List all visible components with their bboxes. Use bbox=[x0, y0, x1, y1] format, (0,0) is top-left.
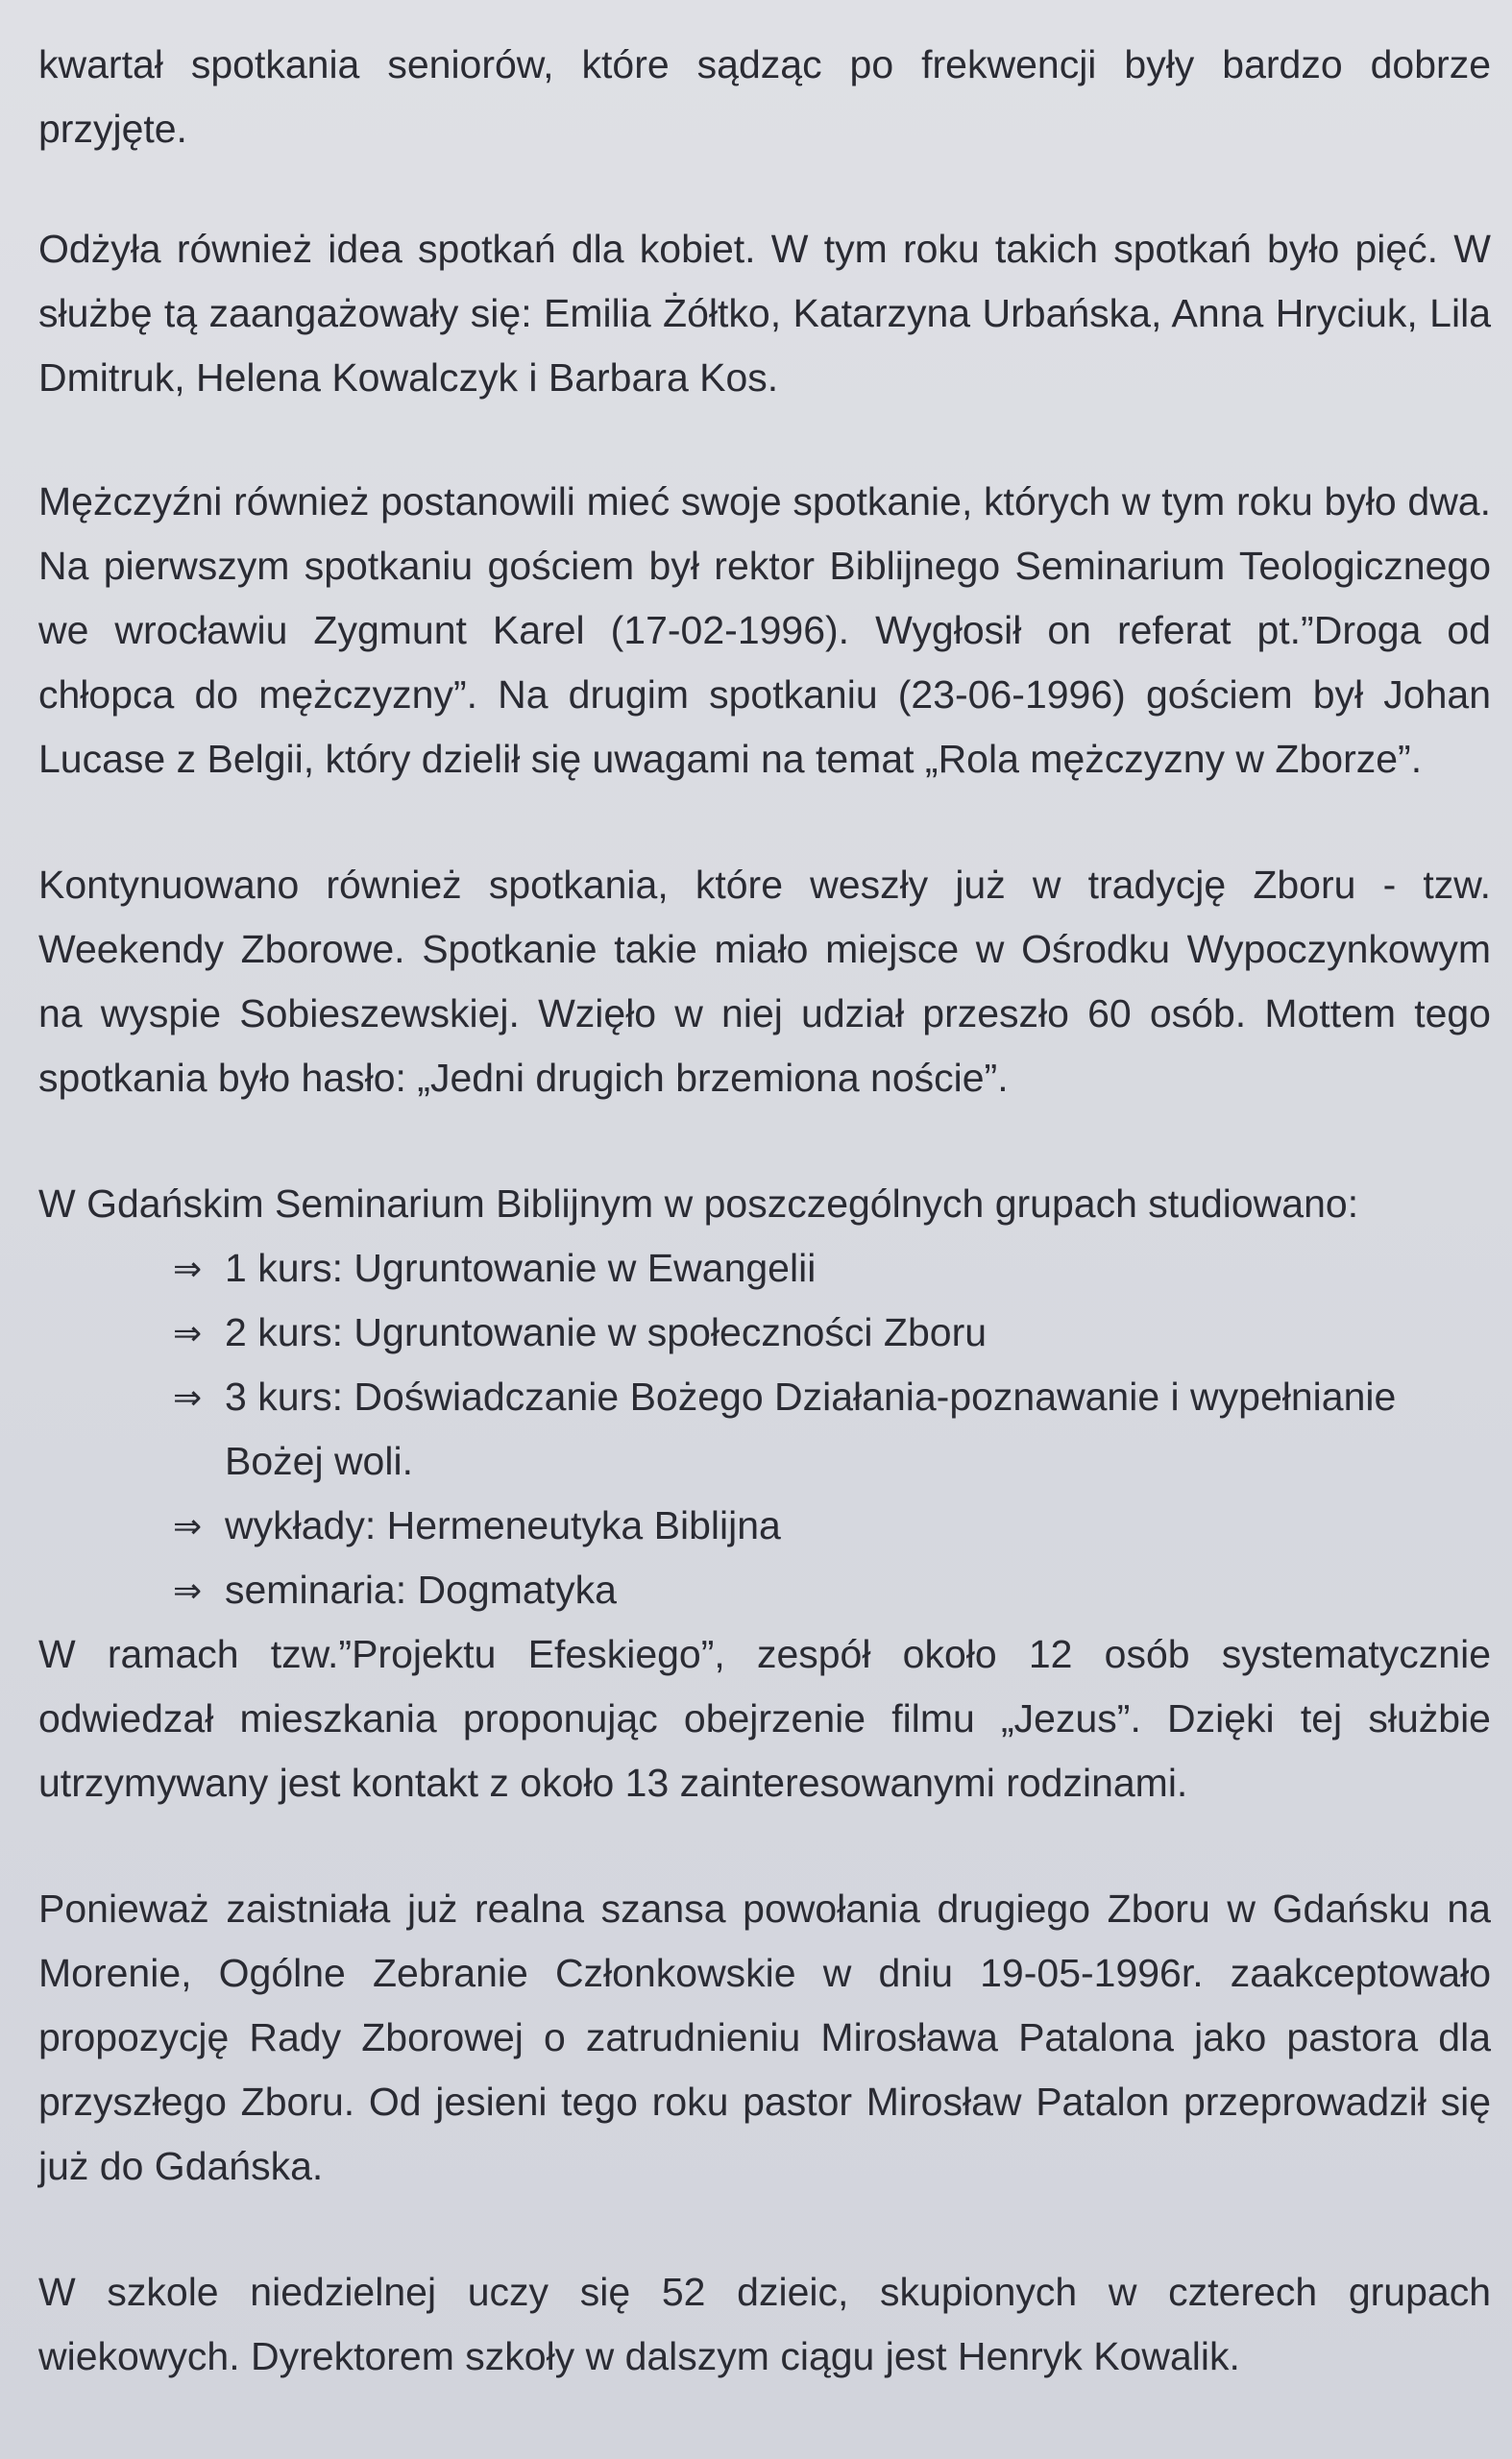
list-item bbox=[173, 1301, 1491, 1365]
paragraph-ephesian-project: W ramach tzw.”Projektu Efeskiego”, zespół około 12 osób systematycznie odwiedzał mieszkania proponując obejrzenie filmu „Jezus”. Dzięki tej służbie utrzymywany jest kontakt z około 13 zainteresowanymi rodzinami. bbox=[38, 1632, 1491, 1805]
paragraph-women-meetings: Odżyła również idea spotkań dla kobiet. W tym roku takich spotkań było pięć. W służbę tą zaangażowały się: Emilia Żółtko, Katarzyna Urbańska, Anna Hryciuk, Lila Dmitruk, Helena Kowalczyk i Barbara Kos. bbox=[38, 227, 1491, 400]
course-label: seminaria: Dogmatyka bbox=[225, 1568, 617, 1612]
course-label: 2 kurs: Ugruntowanie w społeczności Zboru bbox=[225, 1310, 988, 1354]
paragraph-sunday-school: W szkole niedzielnej uczy się 52 dzieic, skupionych w czterech grupach wiekowych. Dyrektorem szkoły w dalszym ciągu jest Henryk Kowalik. bbox=[38, 2270, 1491, 2378]
list-item bbox=[173, 1494, 1491, 1558]
course-list bbox=[38, 1236, 1491, 1622]
paragraph-church-weekends: Kontynuowano również spotkania, które weszły już w tradycję Zboru - tzw. Weekendy Zborowe. Spotkanie takie miało miejsce w Ośrodku Wypoczynkowym na wyspie Sobieszewskiej. Wzięło w niej udział przeszło 60 osób. Mottem tego spotkania było hasło: „Jedni drugich brzemiona noście”. bbox=[38, 863, 1491, 1100]
paragraph-seminary-intro: W Gdańskim Seminarium Biblijnym w poszczególnych grupach studiowano: bbox=[38, 1181, 1359, 1226]
paragraph-men-meetings: Mężczyźni również postanowili mieć swoje spotkanie, których w tym roku było dwa. Na pierwszym spotkaniu gościem był rektor Biblijnego Seminarium Teologicznego we wrocławiu Zygmunt Karel (17-02-1996). Wygłosił on referat pt.”Droga od chłopca do mężczyzny”. Na drugim spotkaniu (23-06-1996) gościem był Johan Lucase z Belgii, który dzielił się uwagami na temat „Rola mężczyzny w Zborze”. bbox=[38, 479, 1491, 781]
list-item bbox=[173, 1365, 1491, 1494]
paragraph-seniors: kwartał spotkania seniorów, które sądząc po frekwencji były bardzo dobrze przyjęte. bbox=[38, 42, 1491, 151]
arrow-right-icon: ⇒ bbox=[173, 1570, 203, 1610]
arrow-right-icon: ⇒ bbox=[173, 1377, 203, 1417]
list-item bbox=[173, 1558, 1491, 1622]
list-item bbox=[173, 1236, 1491, 1301]
arrow-right-icon: ⇒ bbox=[173, 1249, 203, 1288]
course-label: 3 kurs: Doświadczanie Bożego Działania-poznawanie i wypełnianie Bożej woli. bbox=[225, 1375, 1397, 1483]
arrow-right-icon: ⇒ bbox=[173, 1313, 203, 1352]
course-label: 1 kurs: Ugruntowanie w Ewangelii bbox=[225, 1246, 817, 1290]
arrow-right-icon: ⇒ bbox=[173, 1506, 203, 1546]
paragraph-new-church: Ponieważ zaistniała już realna szansa powołania drugiego Zboru w Gdańsku na Morenie, Ogólne Zebranie Członkowskie w dniu 19-05-1996r. zaakceptowało propozycję Rady Zborowej o zatrudnieniu Mirosława Patalona jako pastora dla przyszłego Zboru. Od jesieni tego roku pastor Mirosław Patalon przeprowadził się już do Gdańska. bbox=[38, 1887, 1491, 2188]
course-label: wykłady: Hermeneutyka Biblijna bbox=[225, 1503, 781, 1547]
